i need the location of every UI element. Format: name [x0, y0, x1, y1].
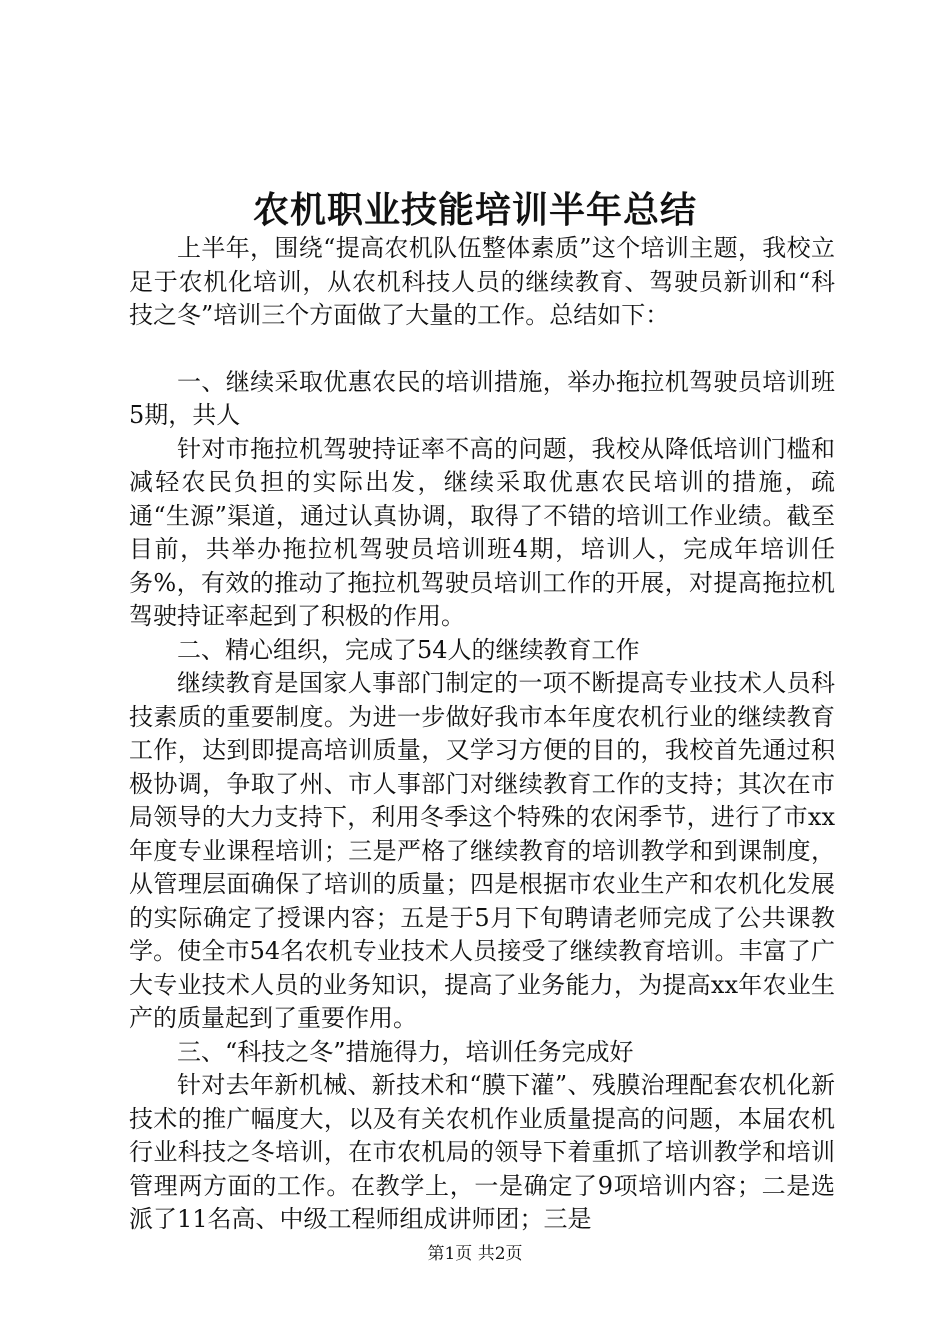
document-title: 农机职业技能培训半年总结 [252, 189, 697, 231]
document-body [129, 232, 835, 1237]
section-3-paragraph: 针对去年新机械、新技术和“膜下灌”、残膜治理配套农机化新技术的推广幅度大，以及有关农机作业质量提高的问题，本届农机行业科技之冬培训，在市农机局的领导下着重抓了培训教学和培训管理两方面的工作。在教学上，一是确定了9项培训内容；二是选派了11名高、中级工程师组成讲师团；三是 [129, 1071, 835, 1233]
section-heading-2: 二、精心组织，完成了54人的继续教育工作 [177, 635, 640, 664]
section-2-paragraph: 继续教育是国家人事部门制定的一项不断提高专业技术人员科技素质的重要制度。为进一步做好我市本年度农机行业的继续教育工作，达到即提高培训质量，又学习方便的目的，我校首先通过积极协调，争取了州、市人事部门对继续教育工作的支持；其次在市局领导的大力支持下，利用冬季这个特殊的农闲季节，进行了市xx年度专业课程培训；三是严格了继续教育的培训教学和到课制度，从管理层面确保了培训的质量；四是根据市农业生产和农机化发展的实际确定了授课内容；五是于5月下旬聘请老师完成了公共课教学。使全市54名农机专业技术人员接受了继续教育培训。丰富了广大专业技术人员的业务知识，提高了业务能力，为提高xx年农业生产的质量起到了重要作用。 [129, 669, 835, 1032]
section-heading-3: 三、“科技之冬”措施得力，培训任务完成好 [177, 1037, 634, 1066]
page-indicator: 第1页 共2页 [427, 1244, 523, 1264]
intro-paragraph: 上半年，围绕“提高农机队伍整体素质”这个培训主题，我校立足于农机化培训，从农机科技人员的继续教育、驾驶员新训和“科技之冬”培训三个方面做了大量的工作。总结如下： [129, 234, 835, 329]
section-heading-1: 一、继续采取优惠农民的培训措施，举办拖拉机驾驶员培训班5期，共人 [129, 367, 835, 429]
section-1-paragraph: 针对市拖拉机驾驶持证率不高的问题，我校从降低培训门槛和减轻农民负担的实际出发，继续采取优惠农民培训的措施，疏通“生源”渠道，通过认真协调，取得了不错的培训工作业绩。截至目前，共举办拖拉机驾驶员培训班4期，培训人，完成年培训任务%，有效的推动了拖拉机驾驶员培训工作的开展，对提高拖拉机驾驶持证率起到了积极的作用。 [129, 434, 835, 630]
